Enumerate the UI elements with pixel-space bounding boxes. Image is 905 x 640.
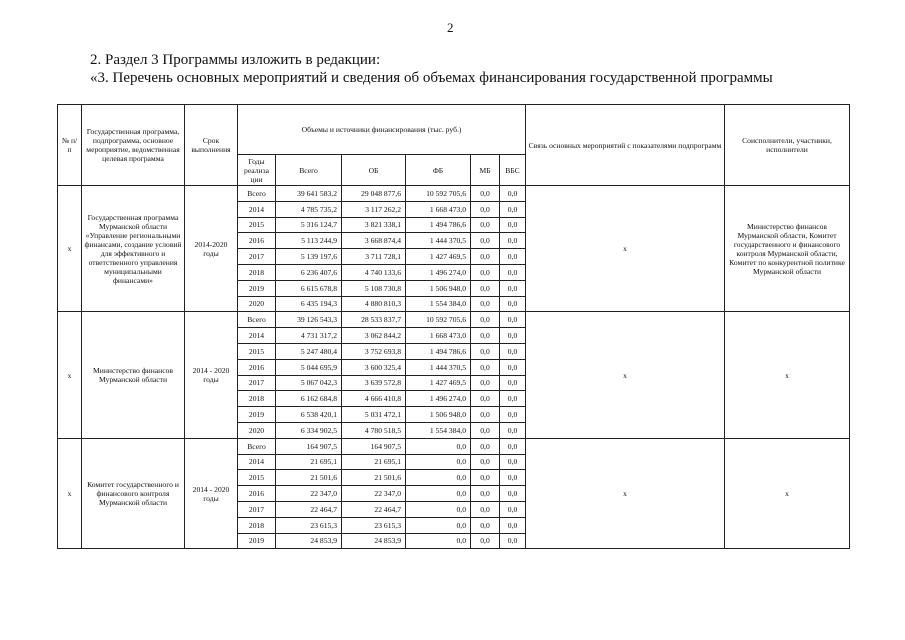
ob-cell: 21 501,6 [342,470,406,486]
link-cell: x [526,186,725,312]
fb-cell: 1 554 384,0 [406,422,471,438]
fb-cell: 1 427 469,5 [406,375,471,391]
year-cell: 2014 [238,328,276,344]
ob-cell: 21 695,1 [342,454,406,470]
fb-cell: 1 668 473,0 [406,328,471,344]
year-cell: 2017 [238,375,276,391]
header-link: Связь основных мероприятий с показателями подпрограмм [526,105,725,186]
fb-cell: 0,0 [406,486,471,502]
year-cell: 2017 [238,501,276,517]
total-cell: 6 162 684,8 [276,391,342,407]
coexec-cell: x [725,438,850,549]
vbs-cell: 0,0 [500,328,526,344]
fb-cell: 1 506 948,0 [406,280,471,296]
year-cell: 2014 [238,201,276,217]
mb-cell: 0,0 [471,391,500,407]
total-cell: 164 907,5 [276,438,342,454]
vbs-cell: 0,0 [500,407,526,423]
vbs-cell: 0,0 [500,264,526,280]
ob-cell: 23 615,3 [342,517,406,533]
ob-cell: 5 108 730,8 [342,280,406,296]
year-cell: 2018 [238,391,276,407]
total-cell: 4 785 735,2 [276,201,342,217]
ob-cell: 29 048 877,6 [342,186,406,202]
fb-cell: 10 592 705,6 [406,186,471,202]
ob-cell: 3 600 325,4 [342,359,406,375]
mb-cell: 0,0 [471,359,500,375]
mb-cell: 0,0 [471,470,500,486]
vbs-cell: 0,0 [500,186,526,202]
fb-cell: 1 444 370,5 [406,233,471,249]
funding-table [57,104,850,549]
fb-cell: 0,0 [406,533,471,549]
program-name: Министерство финансов Мурманской области [82,312,185,438]
ob-cell: 4 740 133,6 [342,264,406,280]
year-cell: 2019 [238,407,276,423]
mb-cell: 0,0 [471,454,500,470]
header-num: № п/п [58,105,82,186]
total-cell: 5 247 480,4 [276,343,342,359]
vbs-cell: 0,0 [500,359,526,375]
header-total: Всего [276,155,342,186]
vbs-cell: 0,0 [500,312,526,328]
mb-cell: 0,0 [471,296,500,312]
coexec-cell: x [725,312,850,438]
total-cell: 23 615,3 [276,517,342,533]
year-cell: 2020 [238,422,276,438]
vbs-cell: 0,0 [500,517,526,533]
mb-cell: 0,0 [471,422,500,438]
mb-cell: 0,0 [471,486,500,502]
total-cell: 22 347,0 [276,486,342,502]
ob-cell: 22 347,0 [342,486,406,502]
total-cell: 5 067 042,3 [276,375,342,391]
total-cell: 6 435 194,3 [276,296,342,312]
year-cell: 2015 [238,470,276,486]
total-cell: 22 464,7 [276,501,342,517]
fb-cell: 10 592 705,6 [406,312,471,328]
ob-cell: 3 117 262,2 [342,201,406,217]
vbs-cell: 0,0 [500,249,526,265]
coexec-cell: Министерство финансов Мурманской области, Комитет государственного и финансового контроля Мурманской области, Комитет по конкурентной политике Мурманской области [725,186,850,312]
total-cell: 24 853,9 [276,533,342,549]
vbs-cell: 0,0 [500,375,526,391]
vbs-cell: 0,0 [500,233,526,249]
year-cell: 2014 [238,454,276,470]
period: 2014 - 2020 годы [185,312,238,438]
vbs-cell: 0,0 [500,422,526,438]
mb-cell: 0,0 [471,312,500,328]
fb-cell: 1 444 370,5 [406,359,471,375]
header-row-top [58,105,850,155]
table-row [58,438,850,454]
ob-cell: 4 880 810,3 [342,296,406,312]
mb-cell: 0,0 [471,438,500,454]
period: 2014-2020 годы [185,186,238,312]
table-body [58,186,850,549]
year-cell: 2020 [238,296,276,312]
table-caption: «3. Перечень основных мероприятий и сведения об объемах финансирования государственной программы [90,70,773,86]
ob-cell: 24 853,9 [342,533,406,549]
header-period: Срок выполнения [185,105,238,186]
row-num: x [58,312,82,438]
fb-cell: 1 427 469,5 [406,249,471,265]
total-cell: 6 615 678,8 [276,280,342,296]
total-cell: 39 126 543,3 [276,312,342,328]
year-cell: 2015 [238,343,276,359]
total-cell: 6 538 420,1 [276,407,342,423]
program-name: Государственная программа Мурманской области «Управление региональными финансами, создание условий для эффективного и ответственного управления муниципальными финансами» [82,186,185,312]
ob-cell: 3 668 874,4 [342,233,406,249]
header-ob: ОБ [342,155,406,186]
mb-cell: 0,0 [471,249,500,265]
year-cell: 2015 [238,217,276,233]
year-cell: 2017 [238,249,276,265]
total-cell: 5 044 695,9 [276,359,342,375]
year-cell: 2019 [238,533,276,549]
mb-cell: 0,0 [471,328,500,344]
total-cell: 5 139 197,6 [276,249,342,265]
mb-cell: 0,0 [471,533,500,549]
ob-cell: 4 780 518,5 [342,422,406,438]
vbs-cell: 0,0 [500,486,526,502]
ob-cell: 3 062 844,2 [342,328,406,344]
fb-cell: 0,0 [406,517,471,533]
total-cell: 21 695,1 [276,454,342,470]
link-cell: x [526,312,725,438]
ob-cell: 4 666 410,8 [342,391,406,407]
mb-cell: 0,0 [471,186,500,202]
fb-cell: 0,0 [406,470,471,486]
table-row [58,312,850,328]
mb-cell: 0,0 [471,217,500,233]
vbs-cell: 0,0 [500,217,526,233]
mb-cell: 0,0 [471,517,500,533]
vbs-cell: 0,0 [500,343,526,359]
total-cell: 21 501,6 [276,470,342,486]
fb-cell: 1 494 786,6 [406,343,471,359]
header-vbs: ВБС [500,155,526,186]
fb-cell: 1 554 384,0 [406,296,471,312]
fb-cell: 1 494 786,6 [406,217,471,233]
fb-cell: 0,0 [406,438,471,454]
mb-cell: 0,0 [471,501,500,517]
vbs-cell: 0,0 [500,470,526,486]
header-year: Годы реализа ции [238,155,276,186]
fb-cell: 1 668 473,0 [406,201,471,217]
total-cell: 4 731 317,2 [276,328,342,344]
year-cell: Всего [238,312,276,328]
mb-cell: 0,0 [471,280,500,296]
mb-cell: 0,0 [471,264,500,280]
vbs-cell: 0,0 [500,438,526,454]
mb-cell: 0,0 [471,407,500,423]
mb-cell: 0,0 [471,375,500,391]
total-cell: 5 113 244,9 [276,233,342,249]
vbs-cell: 0,0 [500,296,526,312]
mb-cell: 0,0 [471,343,500,359]
total-cell: 5 316 124,7 [276,217,342,233]
ob-cell: 5 031 472,1 [342,407,406,423]
ob-cell: 3 821 338,1 [342,217,406,233]
page-number: 2 [447,20,454,35]
year-cell: 2016 [238,486,276,502]
total-cell: 39 641 583,2 [276,186,342,202]
fb-cell: 1 496 274,0 [406,391,471,407]
fb-cell: 1 506 948,0 [406,407,471,423]
header-funding: Объемы и источники финансирования (тыс. руб.) [238,105,526,155]
mb-cell: 0,0 [471,233,500,249]
vbs-cell: 0,0 [500,533,526,549]
program-name: Комитет государственного и финансового контроля Мурманской области [82,438,185,549]
year-cell: 2018 [238,264,276,280]
section-heading: 2. Раздел 3 Программы изложить в редакции: [90,52,381,68]
ob-cell: 164 907,5 [342,438,406,454]
year-cell: 2018 [238,517,276,533]
header-program: Государственная программа, подпрограмма, основное мероприятие, ведомственная целевая программа [82,105,185,186]
link-cell: x [526,438,725,549]
vbs-cell: 0,0 [500,454,526,470]
fb-cell: 1 496 274,0 [406,264,471,280]
year-cell: Всего [238,438,276,454]
vbs-cell: 0,0 [500,280,526,296]
period: 2014 - 2020 годы [185,438,238,549]
vbs-cell: 0,0 [500,201,526,217]
header-coexec: Соисполнители, участники, исполнители [725,105,850,186]
table-row [58,186,850,202]
total-cell: 6 334 902,5 [276,422,342,438]
row-num: x [58,186,82,312]
header-mb: МБ [471,155,500,186]
year-cell: 2016 [238,359,276,375]
ob-cell: 3 711 728,1 [342,249,406,265]
ob-cell: 28 533 837,7 [342,312,406,328]
ob-cell: 3 752 693,8 [342,343,406,359]
row-num: x [58,438,82,549]
ob-cell: 22 464,7 [342,501,406,517]
year-cell: 2019 [238,280,276,296]
vbs-cell: 0,0 [500,391,526,407]
fb-cell: 0,0 [406,501,471,517]
fb-cell: 0,0 [406,454,471,470]
header-fb: ФБ [406,155,471,186]
mb-cell: 0,0 [471,201,500,217]
ob-cell: 3 639 572,8 [342,375,406,391]
year-cell: Всего [238,186,276,202]
year-cell: 2016 [238,233,276,249]
vbs-cell: 0,0 [500,501,526,517]
total-cell: 6 236 407,6 [276,264,342,280]
